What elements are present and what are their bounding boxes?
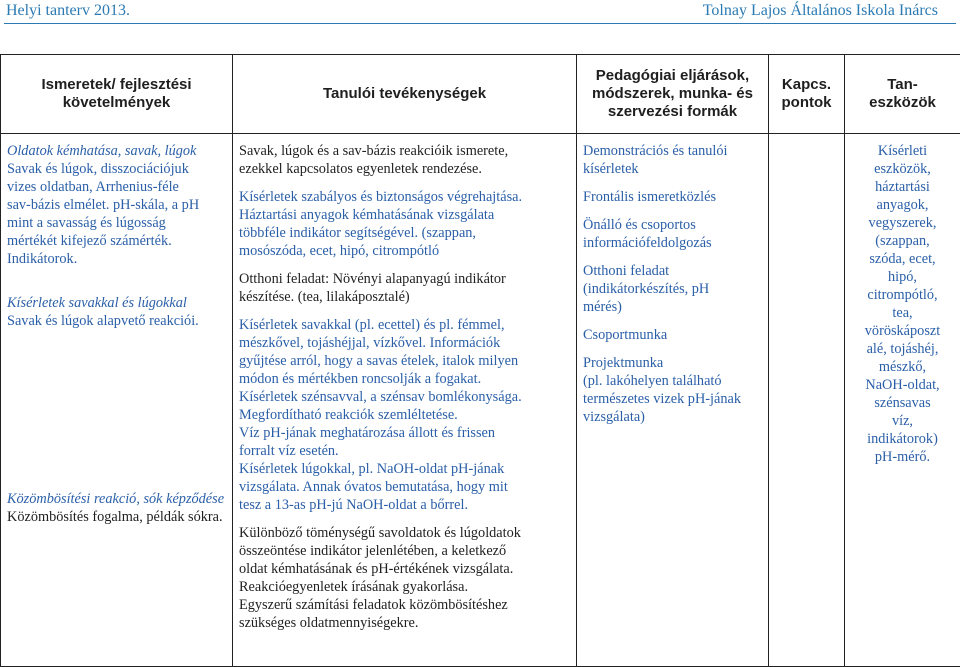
column-header-connections: Kapcs. pontok (769, 55, 845, 134)
cell-activities (233, 134, 577, 667)
activity-block-4: Kísérletek savakkal (pl. ecettel) és pl. fémmel, mészkővel, tojáshéjjal, vízkővel. Információk gyűjtése arról, hogy a savas ételek, italok milyen módon és mértékben roncsolják a fogakat. Kísérletek szénsavval, a szénsav bomlékonysága. Megfordítható reakciók szemléltetése. Víz pH-jának meghatározása állott és frissen forralt víz esetén. Kísérletek lúgokkal, pl. NaOH-oldat pH-jának vizsgálata. Annak óvatos bemutatása, hogy mit tesz a 13-as pH-jú NaOH-oldat a bőrrel. (239, 316, 570, 514)
topic-block-solutions: Oldatok kémhatása, savak, lúgok Savak és lúgok, disszociációjuk vizes oldatban, Arrhenius-féle sav-bázis elmélet. pH-skála, a pH mint a savasság és lúgosság mértékét kifejező számérték. Indikátorok. (7, 142, 226, 268)
activity-block-1: Savak, lúgok és a sav-bázis reakcióik ismerete, ezekkel kapcsolatos egyenletek rendezése. (239, 142, 570, 178)
cell-methods (577, 134, 769, 667)
topic-block-experiments: Kísérletek savakkal és lúgokkal Savak és lúgok alapvető reakciói. (7, 294, 226, 330)
table-row (1, 134, 960, 667)
page-header (0, 0, 960, 22)
activity-block-5: Különböző töménységű savoldatok és lúgoldatok összeöntése indikátor jelenlétében, a keletkező oldat kémhatásának és pH-értékének vizsgálata. Reakcióegyenletek írásának gyakorlása. Egyszerű számítási feladatok közömbösítéshez szükséges oldatmennyiségekre. (239, 524, 570, 632)
topic-block-neutralization: Közömbösítési reakció, sók képződése Közömbösítés fogalma, példák sókra. (7, 490, 226, 526)
header-divider (4, 23, 956, 24)
activity-block-3: Otthoni feladat: Növényi alapanyagú indikátor készítése. (tea, lilakáposztalé) (239, 270, 570, 306)
header-left-title: Helyi tanterv 2013. (6, 2, 130, 20)
method-frontal: Frontális ismeretközlés (583, 188, 762, 206)
activity-block-2: Kísérletek szabályos és biztonságos végrehajtása. Háztartási anyagok kémhatásának vizsgálata többféle indikátor segítségével. (szappan, mosószóda, ecet, hipó, citrompótló (239, 188, 570, 260)
column-header-activities: Tanulói tevékenységek (233, 55, 577, 134)
curriculum-table (0, 54, 960, 667)
cell-connections (769, 134, 845, 667)
method-groupwork: Csoportmunka (583, 326, 762, 344)
method-independent: Önálló és csoportos információfeldolgozás (583, 216, 762, 252)
cell-tools: Kísérleti eszközök, háztartási anyagok, vegyszerek, (szappan, szóda, ecet, hipó, citrompótló, tea, vöröskáposzt alé, tojáshéj, mészkő, NaOH-oldat, szénsavas víz, indikátorok) pH-mérő. (845, 134, 960, 667)
cell-requirements (1, 134, 233, 667)
method-homework: Otthoni feladat (indikátorkészítés, pH mérés) (583, 262, 762, 316)
column-header-methods: Pedagógiai eljárások, módszerek, munka- és szervezési formák (577, 55, 769, 134)
method-demonstration: Demonstrációs és tanulói kísérletek (583, 142, 762, 178)
header-right-title: Tolnay Lajos Általános Iskola Inárcs (703, 2, 938, 20)
column-header-tools: Tan- eszközök (845, 55, 960, 134)
table-header-row (1, 55, 960, 134)
method-project: Projektmunka (pl. lakóhelyen található természetes vizek pH-jának vizsgálata) (583, 354, 762, 426)
column-header-requirements: Ismeretek/ fejlesztési követelmények (1, 55, 233, 134)
